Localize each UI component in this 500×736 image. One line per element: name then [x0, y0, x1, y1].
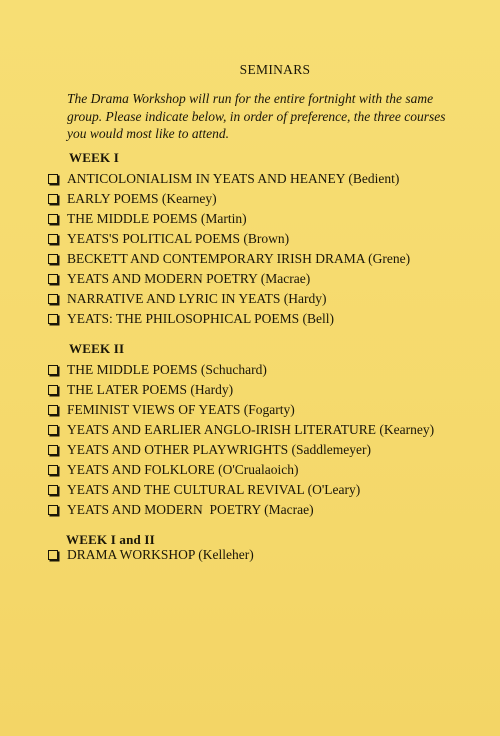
- course-item[interactable]: [48, 482, 360, 498]
- course-label: YEATS AND MODERN POETRY (Macrae): [67, 271, 311, 286]
- course-item[interactable]: [48, 402, 295, 418]
- course-item[interactable]: [48, 502, 314, 518]
- checkbox[interactable]: [48, 174, 58, 184]
- course-item[interactable]: [48, 462, 299, 478]
- course-label: THE MIDDLE POEMS (Martin): [67, 211, 247, 226]
- course-label: FEMINIST VIEWS OF YEATS (Fogarty): [67, 402, 295, 417]
- course-item[interactable]: [48, 547, 254, 563]
- checkbox[interactable]: [48, 485, 58, 495]
- checkbox[interactable]: [48, 445, 58, 455]
- course-label: YEATS AND OTHER PLAYWRIGHTS (Saddlemeyer): [67, 442, 371, 457]
- course-label: YEATS AND THE CULTURAL REVIVAL (O'Leary): [67, 482, 361, 497]
- course-item[interactable]: [48, 271, 310, 287]
- checkbox[interactable]: [48, 365, 58, 375]
- checkbox[interactable]: [48, 505, 58, 515]
- course-label: YEATS: THE PHILOSOPHICAL POEMS (Bell): [67, 311, 335, 326]
- course-item[interactable]: [48, 211, 247, 227]
- course-label: BECKETT AND CONTEMPORARY IRISH DRAMA (Grene): [67, 251, 411, 266]
- checkbox[interactable]: [48, 214, 58, 224]
- course-label: DRAMA WORKSHOP (Kelleher): [67, 547, 254, 562]
- course-item[interactable]: [48, 311, 334, 327]
- checkbox[interactable]: [48, 274, 58, 284]
- course-item[interactable]: [48, 251, 410, 267]
- page-title: SEMINARS: [239, 62, 311, 77]
- course-item[interactable]: [48, 442, 371, 458]
- checkbox[interactable]: [48, 314, 58, 324]
- course-label: YEATS AND EARLIER ANGLO-IRISH LITERATURE (Kearney): [67, 422, 435, 437]
- checkbox[interactable]: [48, 254, 58, 264]
- checkbox[interactable]: [48, 194, 58, 204]
- checkbox[interactable]: [48, 465, 58, 475]
- course-label: YEATS'S POLITICAL POEMS (Brown): [67, 231, 290, 246]
- course-label: EARLY POEMS (Kearney): [67, 191, 217, 206]
- course-item[interactable]: [48, 362, 267, 378]
- course-item[interactable]: [48, 291, 327, 307]
- course-item[interactable]: [48, 382, 233, 398]
- checkbox[interactable]: [48, 234, 58, 244]
- checkbox[interactable]: [48, 550, 58, 560]
- intro-paragraph: The Drama Workshop will run for the entire fortnight with the same group. Please indicate below, in order of preference, the three courses you would most like to attend.: [67, 91, 446, 141]
- course-label: NARRATIVE AND LYRIC IN YEATS (Hardy): [67, 291, 327, 306]
- course-label: YEATS AND MODERN POETRY (Macrae): [67, 502, 314, 517]
- course-label: ANTICOLONIALISM IN YEATS AND HEANEY (Bedient): [67, 171, 400, 186]
- course-label: YEATS AND FOLKLORE (O'Crualaoich): [67, 462, 299, 477]
- course-item[interactable]: [48, 191, 217, 207]
- course-label: THE MIDDLE POEMS (Schuchard): [67, 362, 267, 377]
- course-item[interactable]: [48, 422, 434, 438]
- checkbox[interactable]: [48, 294, 58, 304]
- checkbox[interactable]: [48, 405, 58, 415]
- course-item[interactable]: [48, 231, 289, 247]
- week-2-heading: WEEK II: [69, 341, 125, 356]
- checkbox[interactable]: [48, 425, 58, 435]
- week-1-heading: WEEK I: [69, 150, 119, 165]
- course-label: THE LATER POEMS (Hardy): [67, 382, 234, 397]
- course-item[interactable]: [48, 171, 399, 187]
- week-1-and-2-heading: WEEK I and II: [66, 532, 155, 547]
- checkbox[interactable]: [48, 385, 58, 395]
